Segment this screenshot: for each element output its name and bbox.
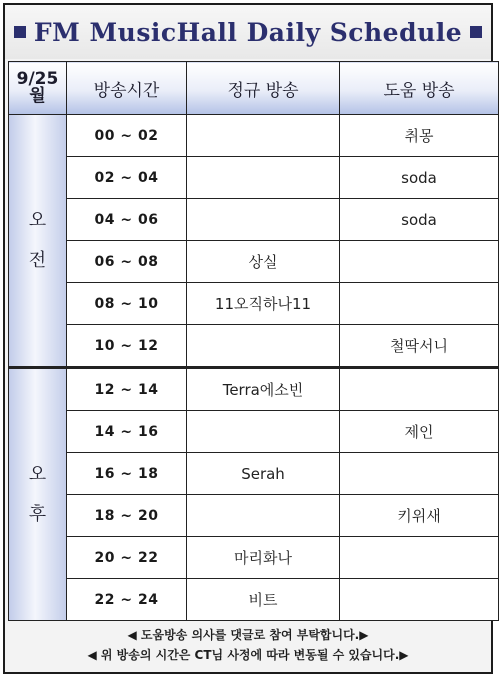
period-am-line1: 오 — [28, 209, 47, 231]
regular-cell — [187, 115, 340, 157]
time-cell: 02 ~ 04 — [67, 157, 187, 199]
time-cell: 22 ~ 24 — [67, 579, 187, 621]
date-day: 9/25 — [16, 69, 59, 89]
table-row — [9, 241, 499, 283]
assist-cell: 철딱서니 — [340, 325, 499, 368]
assist-cell: soda — [340, 199, 499, 241]
table-row — [9, 579, 499, 621]
assist-cell — [340, 453, 499, 495]
schedule-table — [8, 61, 499, 621]
note-line-2: ◀ 위 방송의 시간은 CT님 사정에 따라 변동될 수 있습니다.▶ — [87, 647, 409, 662]
table-row — [9, 325, 499, 368]
time-cell: 00 ~ 02 — [67, 115, 187, 157]
assist-cell: 제인 — [340, 411, 499, 453]
time-cell: 20 ~ 22 — [67, 537, 187, 579]
regular-cell: 마리화나 — [187, 537, 340, 579]
header-row — [9, 62, 499, 115]
time-cell: 12 ~ 14 — [67, 368, 187, 411]
table-row — [9, 199, 499, 241]
table-row — [9, 368, 499, 411]
time-cell: 08 ~ 10 — [67, 283, 187, 325]
assist-cell — [340, 537, 499, 579]
table-row — [9, 283, 499, 325]
regular-cell — [187, 325, 340, 368]
regular-cell — [187, 157, 340, 199]
period-pm-line1: 오 — [28, 463, 47, 485]
regular-cell: Terra에소빈 — [187, 368, 340, 411]
table-row — [9, 453, 499, 495]
header-regular: 정규 방송 — [187, 62, 340, 115]
notes-footer — [5, 617, 491, 672]
assist-cell — [340, 241, 499, 283]
assist-cell: soda — [340, 157, 499, 199]
time-cell: 16 ~ 18 — [67, 453, 187, 495]
table-row — [9, 411, 499, 453]
title-bar — [5, 5, 491, 59]
time-cell: 06 ~ 08 — [67, 241, 187, 283]
regular-cell: 11오직하나11 — [187, 283, 340, 325]
note-line-1: ◀ 도움방송 의사를 댓글로 참여 부탁합니다.▶ — [127, 627, 369, 642]
time-cell: 10 ~ 12 — [67, 325, 187, 368]
assist-cell — [340, 283, 499, 325]
assist-cell: 키위새 — [340, 495, 499, 537]
table-row — [9, 537, 499, 579]
schedule-sheet — [3, 3, 493, 674]
regular-cell — [187, 411, 340, 453]
header-time: 방송시간 — [67, 62, 187, 115]
time-cell: 18 ~ 20 — [67, 495, 187, 537]
page-title: FM MusicHall Daily Schedule — [33, 17, 463, 47]
header-assist: 도움 방송 — [340, 62, 499, 115]
period-pm — [9, 368, 67, 621]
assist-cell — [340, 579, 499, 621]
time-cell: 04 ~ 06 — [67, 199, 187, 241]
regular-cell: 비트 — [187, 579, 340, 621]
table-row — [9, 495, 499, 537]
period-am — [9, 115, 67, 368]
title-square-right — [470, 26, 482, 38]
regular-cell: 상실 — [187, 241, 340, 283]
period-pm-line2: 후 — [28, 503, 47, 525]
assist-cell: 취몽 — [340, 115, 499, 157]
regular-cell — [187, 199, 340, 241]
table-row — [9, 115, 499, 157]
period-am-line2: 전 — [28, 249, 47, 271]
regular-cell: Serah — [187, 453, 340, 495]
regular-cell — [187, 495, 340, 537]
date-cell — [9, 62, 67, 115]
time-cell: 14 ~ 16 — [67, 411, 187, 453]
table-row — [9, 157, 499, 199]
date-weekday: 월 — [29, 86, 46, 106]
assist-cell — [340, 368, 499, 411]
title-square-left — [14, 26, 26, 38]
